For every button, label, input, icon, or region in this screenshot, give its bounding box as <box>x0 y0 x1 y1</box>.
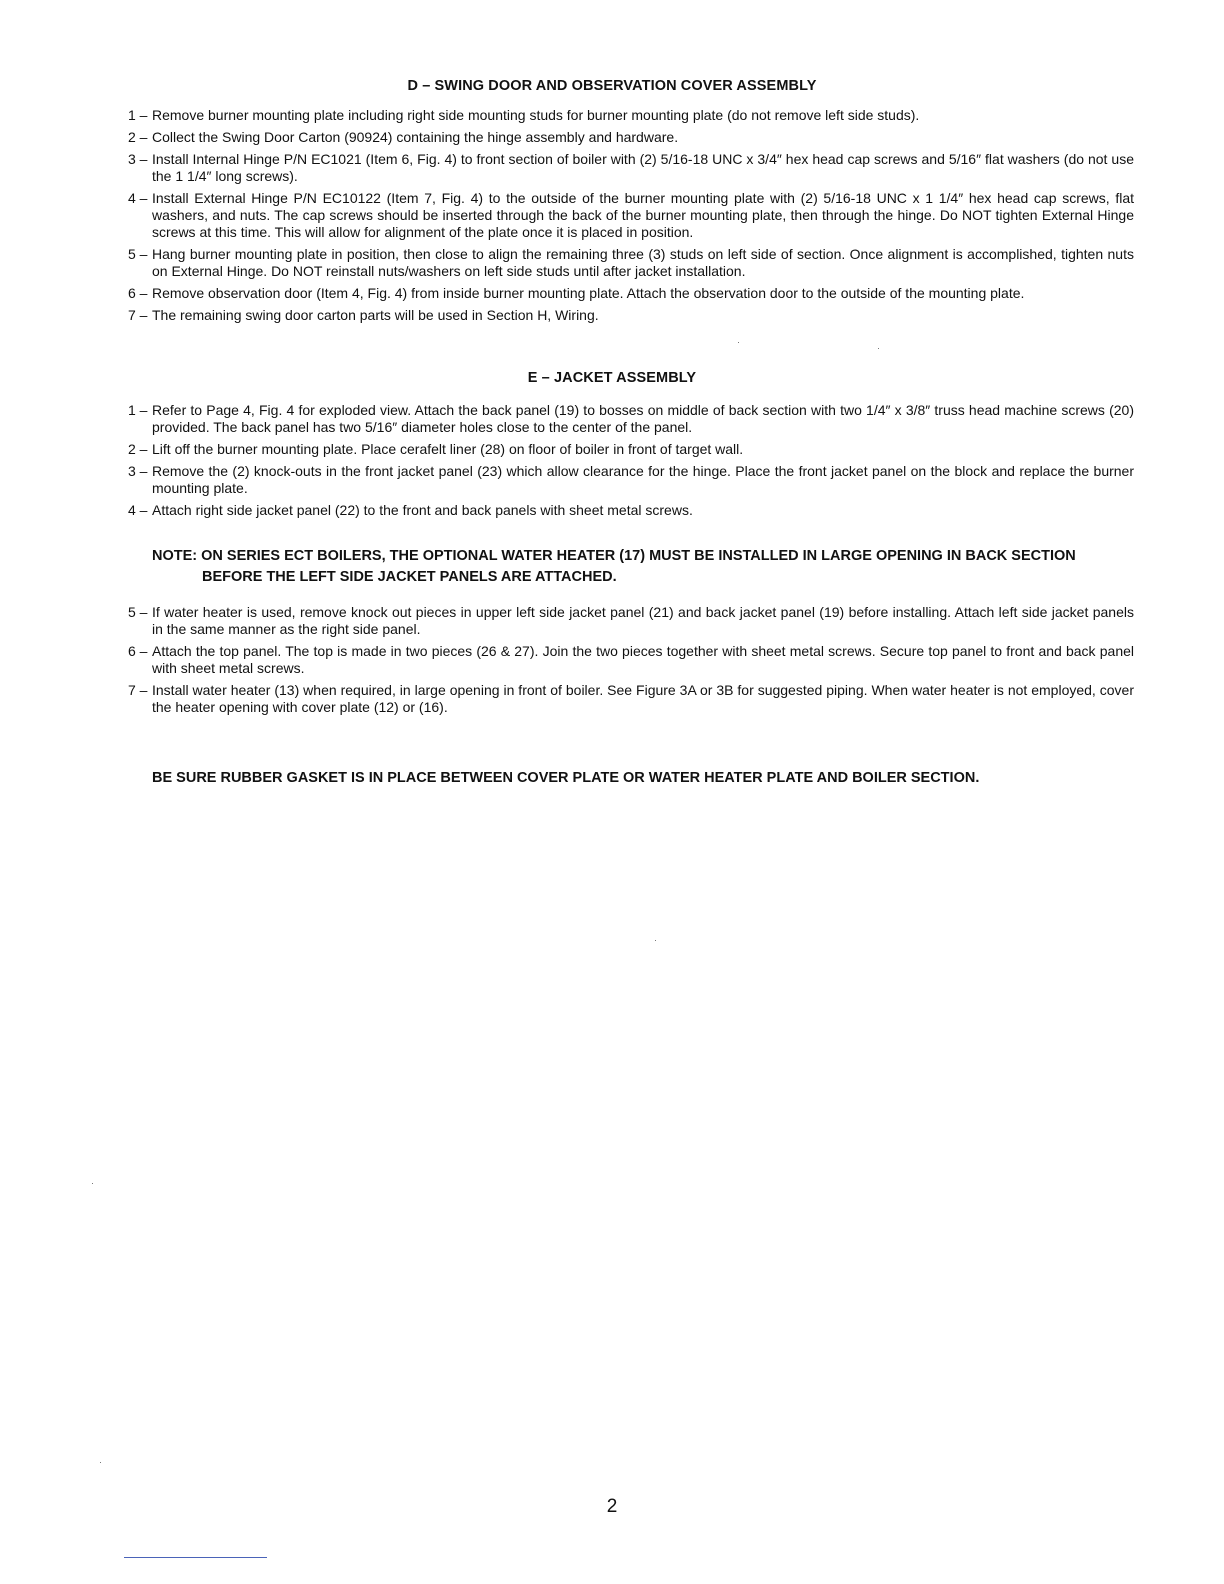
item-number: 3 – <box>128 463 148 479</box>
item-number: 5 – <box>128 246 148 262</box>
item-text: Remove the (2) knock-outs in the front jacket panel (23) which allow clearance for the hinge. Place the front jacket panel on the block and replace the burner mounting plate. <box>152 463 1134 496</box>
item-number: 5 – <box>128 604 148 620</box>
item-number: 4 – <box>128 502 148 518</box>
list-item <box>128 463 1134 497</box>
scan-speck <box>738 342 739 343</box>
item-text: Install External Hinge P/N EC10122 (Item 7, Fig. 4) to the outside of the burner mounting plate with (2) 5/16-18 UNC x 1 1/4″ hex head cap screws, flat washers, and nuts. The cap screws should be inserted through the back of the burner mounting plate, then through the hinge. Do NOT tighten External Hinge screws at this time. This will allow for alignment of the plate once it is placed in position. <box>152 190 1134 240</box>
section-d-heading: D – SWING DOOR AND OBSERVATION COVER ASSEMBLY <box>407 78 817 94</box>
item-number: 6 – <box>128 643 148 659</box>
item-text: Remove burner mounting plate including right side mounting studs for burner mounting plate (do not remove left side studs). <box>152 107 920 123</box>
item-text: Hang burner mounting plate in position, then close to align the remaining three (3) studs on left side of section. Once alignment is accomplished, tighten nuts on External Hinge. Do NOT reinstall nuts/washers on left side studs until after jacket installation. <box>152 246 1134 279</box>
installation-note <box>152 546 1152 588</box>
scan-speck <box>92 1183 93 1184</box>
note-line-2: BEFORE THE LEFT SIDE JACKET PANELS ARE ATTACHED. <box>202 569 617 585</box>
section-d-list <box>128 107 1134 329</box>
list-item <box>128 604 1134 638</box>
list-item <box>128 441 1134 458</box>
item-number: 1 – <box>128 402 148 418</box>
item-text: Attach right side jacket panel (22) to the front and back panels with sheet metal screws. <box>152 502 693 518</box>
item-text: Remove observation door (Item 4, Fig. 4) from inside burner mounting plate. Attach the observation door to the outside of the mounting plate. <box>152 285 1025 301</box>
item-number: 1 – <box>128 107 148 123</box>
item-text: Refer to Page 4, Fig. 4 for exploded view. Attach the back panel (19) to bosses on middle of back section with two 1/4″ x 3/8″ truss head machine screws (20) provided. The back panel has two 5/16″ diameter holes close to the center of the panel. <box>152 402 1134 435</box>
item-number: 6 – <box>128 285 148 301</box>
section-e-list-part2 <box>128 604 1134 721</box>
scan-speck <box>655 940 656 941</box>
item-text: The remaining swing door carton parts will be used in Section H, Wiring. <box>152 307 599 323</box>
item-text: Install Internal Hinge P/N EC1021 (Item 6, Fig. 4) to front section of boiler with (2) 5/16-18 UNC x 3/4″ hex head cap screws and 5/16″ flat washers (do not use the 1 1/4″ long screws). <box>152 151 1134 184</box>
item-number: 3 – <box>128 151 148 167</box>
scan-speck <box>100 1462 101 1463</box>
list-item <box>128 129 1134 146</box>
item-number: 7 – <box>128 307 148 323</box>
list-item <box>128 107 1134 124</box>
list-item <box>128 285 1134 302</box>
list-item <box>128 151 1134 185</box>
item-number: 4 – <box>128 190 148 206</box>
list-item <box>128 307 1134 324</box>
gasket-warning: BE SURE RUBBER GASKET IS IN PLACE BETWEEN COVER PLATE OR WATER HEATER PLATE AND BOILER SECTION. <box>152 770 980 786</box>
list-item <box>128 402 1134 436</box>
scan-speck <box>878 348 879 349</box>
item-number: 2 – <box>128 441 148 457</box>
page-number: 2 <box>606 1496 618 1517</box>
note-line-1: NOTE: ON SERIES ECT BOILERS, THE OPTIONAL WATER HEATER (17) MUST BE INSTALLED IN LARGE OPENING IN BACK SECTION <box>152 548 1076 564</box>
item-text: If water heater is used, remove knock out pieces in upper left side jacket panel (21) and back jacket panel (19) before installing. Attach left side jacket panels in the same manner as the right side panel. <box>152 604 1134 637</box>
list-item <box>128 682 1134 716</box>
item-text: Collect the Swing Door Carton (90924) containing the hinge assembly and hardware. <box>152 129 679 145</box>
list-item <box>128 643 1134 677</box>
section-e-list-part1 <box>128 402 1134 524</box>
section-e-heading: E – JACKET ASSEMBLY <box>527 370 697 386</box>
item-text: Attach the top panel. The top is made in two pieces (26 & 27). Join the two pieces together with sheet metal screws. Secure top panel to front and back panel with sheet metal screws. <box>152 643 1134 676</box>
list-item <box>128 246 1134 280</box>
item-number: 7 – <box>128 682 148 698</box>
list-item <box>128 190 1134 241</box>
item-text: Install water heater (13) when required, in large opening in front of boiler. See Figure 3A or 3B for suggested piping. When water heater is not employed, cover the heater opening with cover plate (12) or (16). <box>152 682 1134 715</box>
item-text: Lift off the burner mounting plate. Place cerafelt liner (28) on floor of boiler in front of target wall. <box>152 441 744 457</box>
footer-rule <box>124 1557 267 1558</box>
item-number: 2 – <box>128 129 148 145</box>
list-item <box>128 502 1134 519</box>
